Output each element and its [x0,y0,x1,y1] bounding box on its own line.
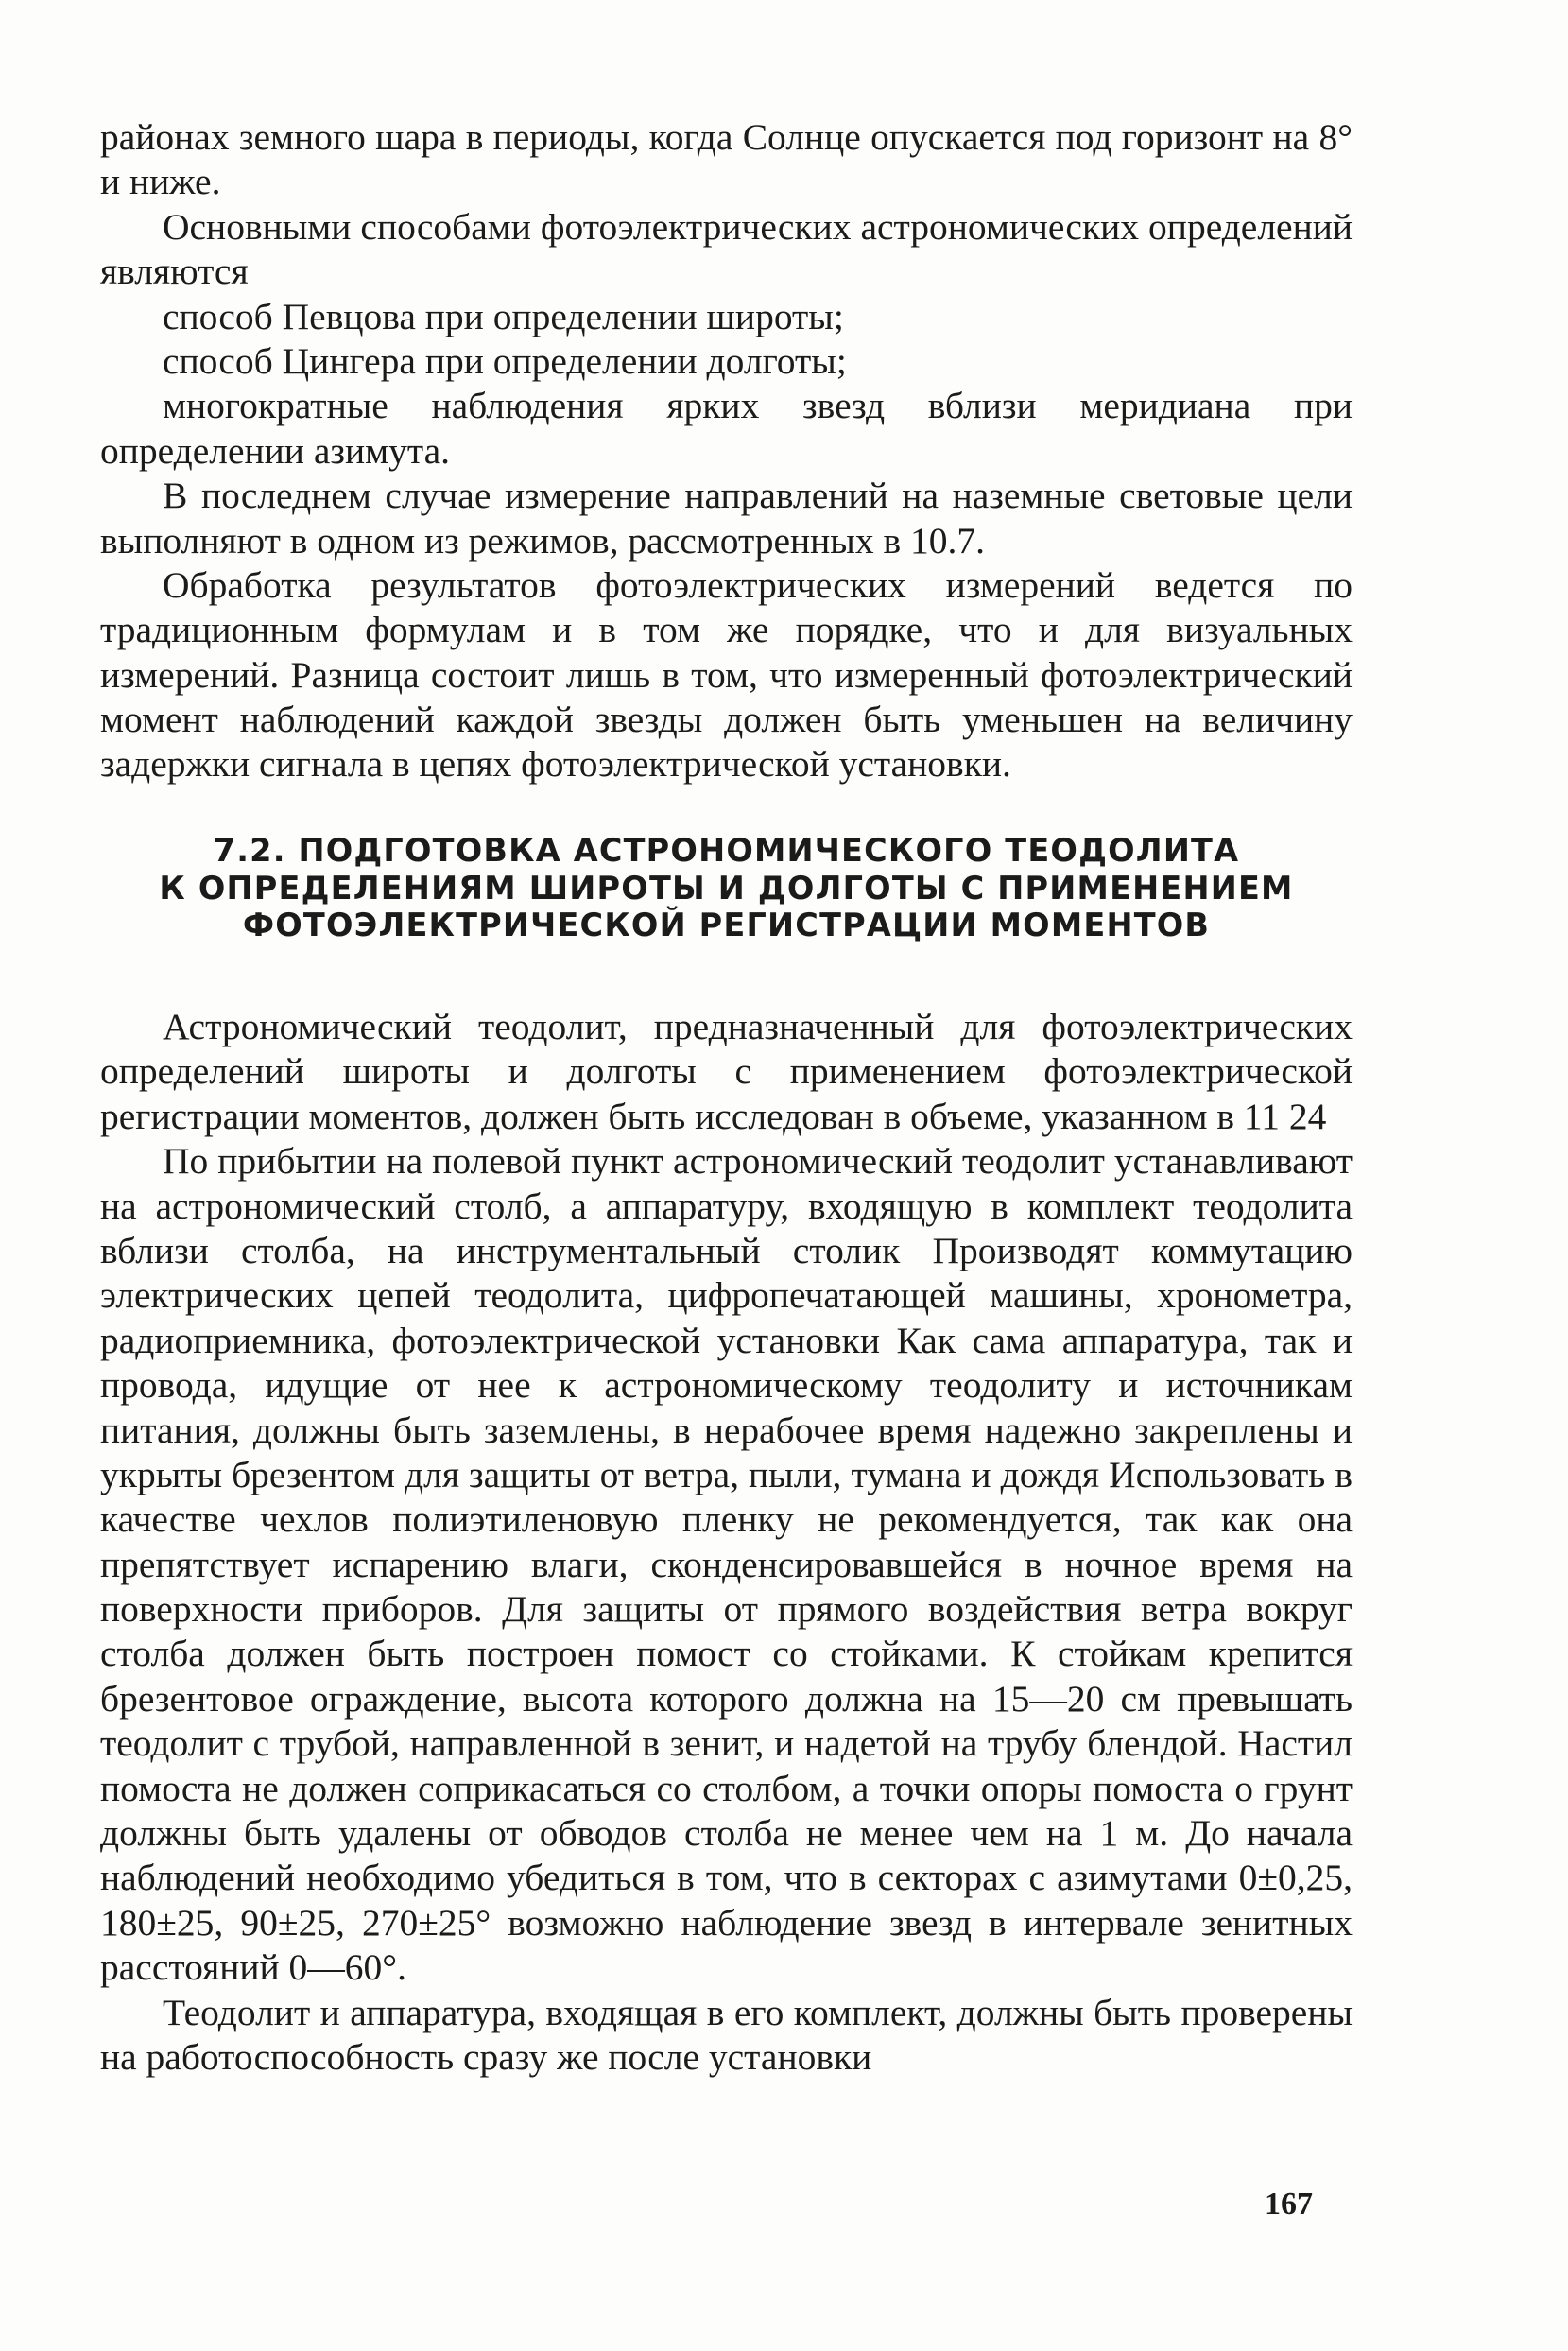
top-text-block [100,115,1353,787]
page-number: 167 [1265,2187,1313,2221]
section-body-text [100,1005,1353,2080]
section-heading-line-3: ФОТОЭЛЕКТРИЧЕСКОЙ РЕГИСТРАЦИИ МОМЕНТОВ [242,907,1211,944]
list-item-method-3: многократные наблюдения ярких звезд вблизи меридиана при определении азимута. [100,385,1353,472]
list-item-method-1: способ Певцова при определении широты; [163,295,844,337]
paragraph-theodolite-study: Астрономический теодолит, предназначенный для фотоэлектрических определений широты и долготы с применением фотоэлектрической регистрации моментов, должен быть исследован в объеме, указанном в 11 24 [100,1006,1353,1137]
paragraph-field-setup: По прибытии на полевой пункт астрономический теодолит устанавливают на астрономический столб, а аппаратуру, входящую в комплект теодолита вблизи столба, на инструментальный столик Производят коммутацию электрических цепей теодолита, цифропечатающей машины, хронометра, радиоприемника, фотоэлектрической установки Как сама аппаратура, так и провода, идущие от нее к астрономическому теодолиту и источникам питания, должны быть заземлены, в нерабочее время надежно закреплены и укрыты брезентом для защиты от ветра, пыли, тумана и дождя Использовать в качестве чехлов полиэтиленовую пленку не рекомендуется, так как она препятствует испарению влаги, сконденсировавшейся в ночное время на поверхности приборов. Для защиты от прямого воздействия ветра вокруг столба должен быть построен помост со стойками. К стойкам крепится брезентовое ограждение, высота которого должна на 15—20 см превышать теодолит с трубой, направленной в зенит, и надетой на трубу блендой. Настил помоста не должен соприкасаться со столбом, а точки опоры помоста о грунт должны быть удалены от обводов столба не менее чем на 1 м. До начала наблюдений необходимо убедиться в том, что в секторах с азимутами 0±0,25, 180±25, 90±25, 270±25° возможно наблюдение звезд в интервале зенитных расстояний 0—60°. [100,1140,1353,1989]
paragraph-last-case: В последнем случае измерение направлений на наземные световые цели выполняют в одном из режимов, рассмотренных в 10.7. [100,475,1353,562]
section-heading-line-2: К ОПРЕДЕЛЕНИЯМ ШИРОТЫ И ДОЛГОТЫ С ПРИМЕНЕНИЕМ [159,869,1294,907]
paragraph-methods-intro: Основными способами фотоэлектрических астрономических определений являются [100,205,1353,293]
paragraph-operability-check: Теодолит и аппаратура, входящая в его комплект, должны быть проверены на работоспособность сразу же после установки [100,1991,1353,2078]
section-heading-line-1: 7.2. ПОДГОТОВКА АСТРОНОМИЧЕСКОГО ТЕОДОЛИТА [213,832,1240,869]
paragraph-continuation: районах земного шара в периоды, когда Солнце опускается под горизонт на 8° и ниже. [100,116,1353,203]
list-item-method-2: способ Цингера при определении долготы; [163,339,847,382]
paragraph-processing: Обработка результатов фотоэлектрических измерений ведется по традиционным формулам и в том же порядке, что и для визуальных измерений. Разница состоит лишь в том, что измеренный фотоэлектрический момент наблюдений каждой звезды должен быть уменьшен на величину задержки сигнала в цепях фотоэлектрической установки. [100,563,1353,786]
section-heading [100,832,1353,944]
